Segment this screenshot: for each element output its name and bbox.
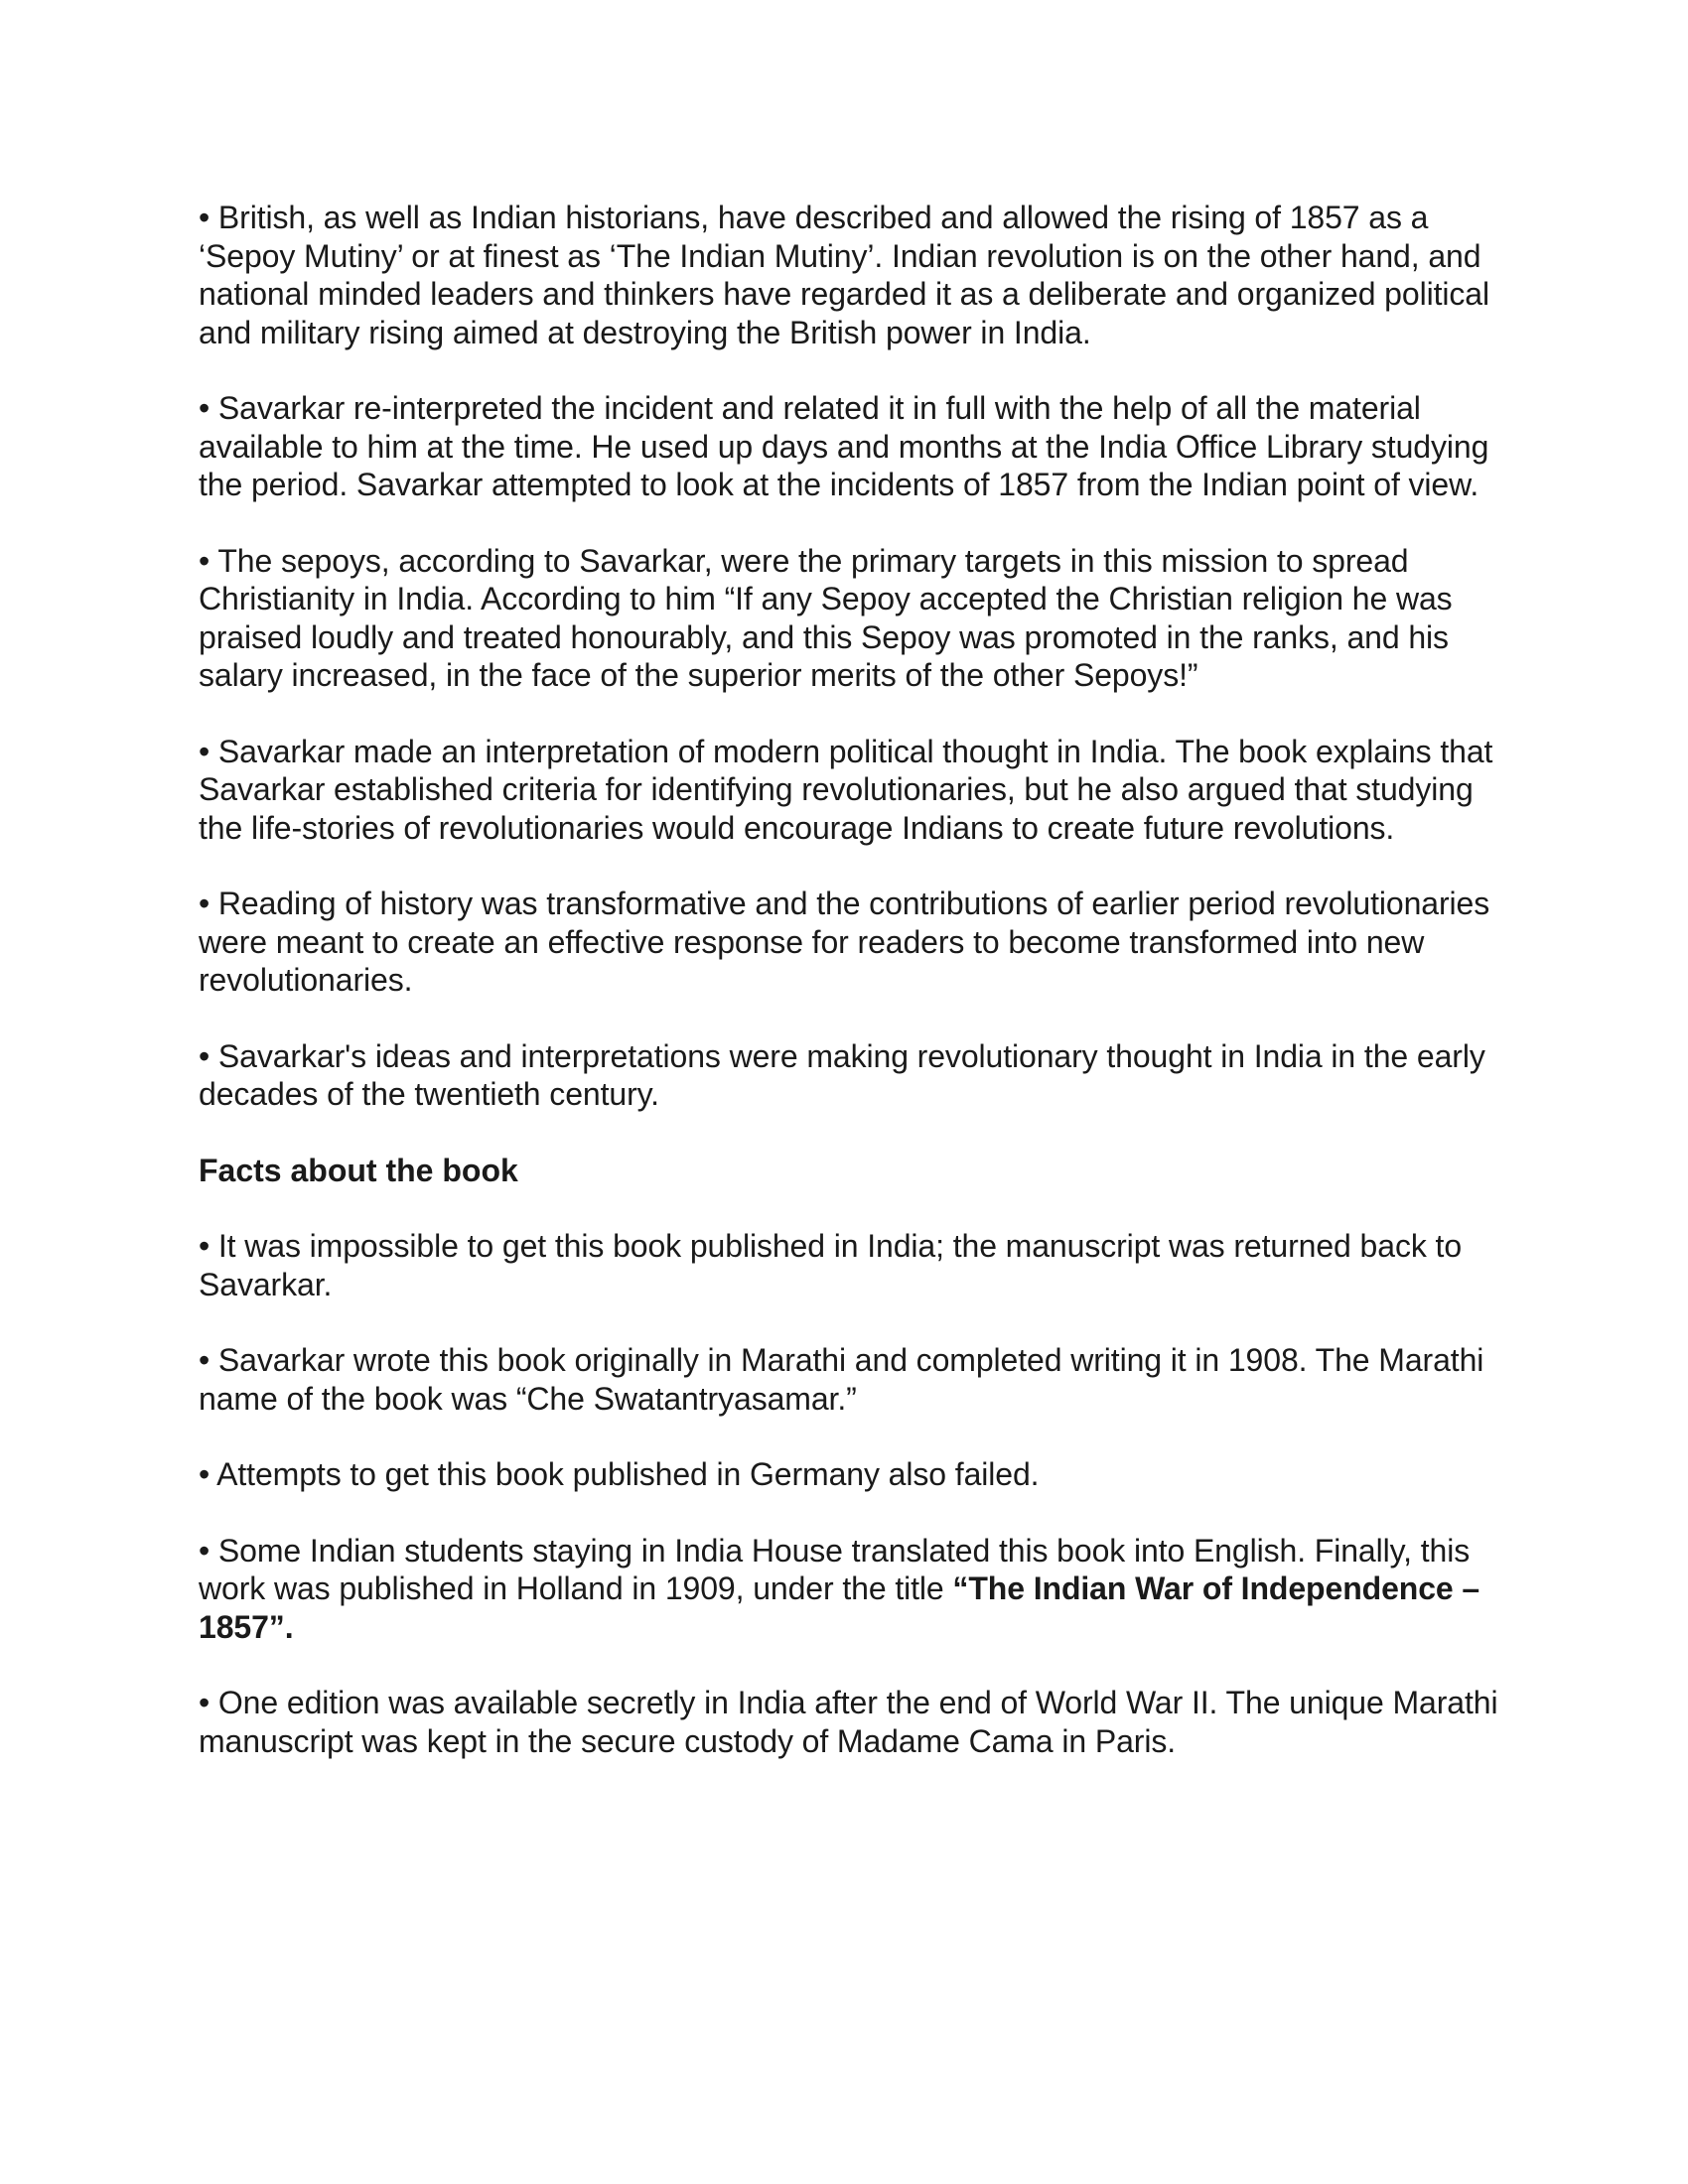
book-title: “The Indian War of Independence –1857”.	[199, 1570, 1480, 1645]
fact-holland	[199, 1532, 1509, 1647]
fact-holland-text: • Some Indian students staying in India House translated this book into English. Finally, this work was published in Holland in 1909, under the title	[199, 1532, 1471, 1606]
fact-wwii-edition: • One edition was available secretly in India after the end of World War II. The unique Marathi manuscript was kept in the secure custody of Madame Cama in Paris.	[199, 1685, 1498, 1759]
paragraph-historians: • British, as well as Indian historians, have described and allowed the rising of 1857 as a ‘Sepoy Mutiny’ or at finest as ‘The Indian Mutiny’. Indian revolution is on the other hand, and national minded leaders and thinkers have regarded it as a deliberate and organized political and military rising aimed at destroying the British power in India.	[199, 200, 1489, 350]
document-page	[199, 199, 1509, 1798]
paragraph-history-reading: • Reading of history was transformative and the contributions of earlier period revolutionaries were meant to create an effective response for readers to become transformed into new revolutionaries.	[199, 886, 1490, 998]
paragraph-sepoys: • The sepoys, according to Savarkar, were the primary targets in this mission to spread Christianity in India. According to him “If any Sepoy accepted the Christian religion he was praised loudly and treated honourably, and this Sepoy was promoted in the ranks, and his salary increased, in the face of the superior merits of the other Sepoys!”	[199, 542, 1453, 693]
paragraph-political-thought: • Savarkar made an interpretation of modern political thought in India. The book explains that Savarkar established criteria for identifying revolutionaries, but he also argued that studying the life-stories of revolutionaries would encourage Indians to create future revolutions.	[199, 733, 1493, 846]
section-heading: Facts about the book	[199, 1152, 518, 1188]
fact-germany: • Attempts to get this book published in Germany also failed.	[199, 1456, 1040, 1492]
paragraph-ideas: • Savarkar's ideas and interpretations were making revolutionary thought in India in the early decades of the twentieth century.	[199, 1037, 1485, 1112]
fact-india-publication: • It was impossible to get this book published in India; the manuscript was returned back to Savarkar.	[199, 1228, 1463, 1302]
fact-marathi-original: • Savarkar wrote this book originally in Marathi and completed writing it in 1908. The Marathi name of the book was “Che Swatantryasamar.”	[199, 1342, 1484, 1417]
paragraph-reinterpretation: • Savarkar re-interpreted the incident and related it in full with the help of all the material available to him at the time. He used up days and months at the India Office Library studying the period. Savarkar attempted to look at the incidents of 1857 from the Indian point of view.	[199, 390, 1489, 502]
